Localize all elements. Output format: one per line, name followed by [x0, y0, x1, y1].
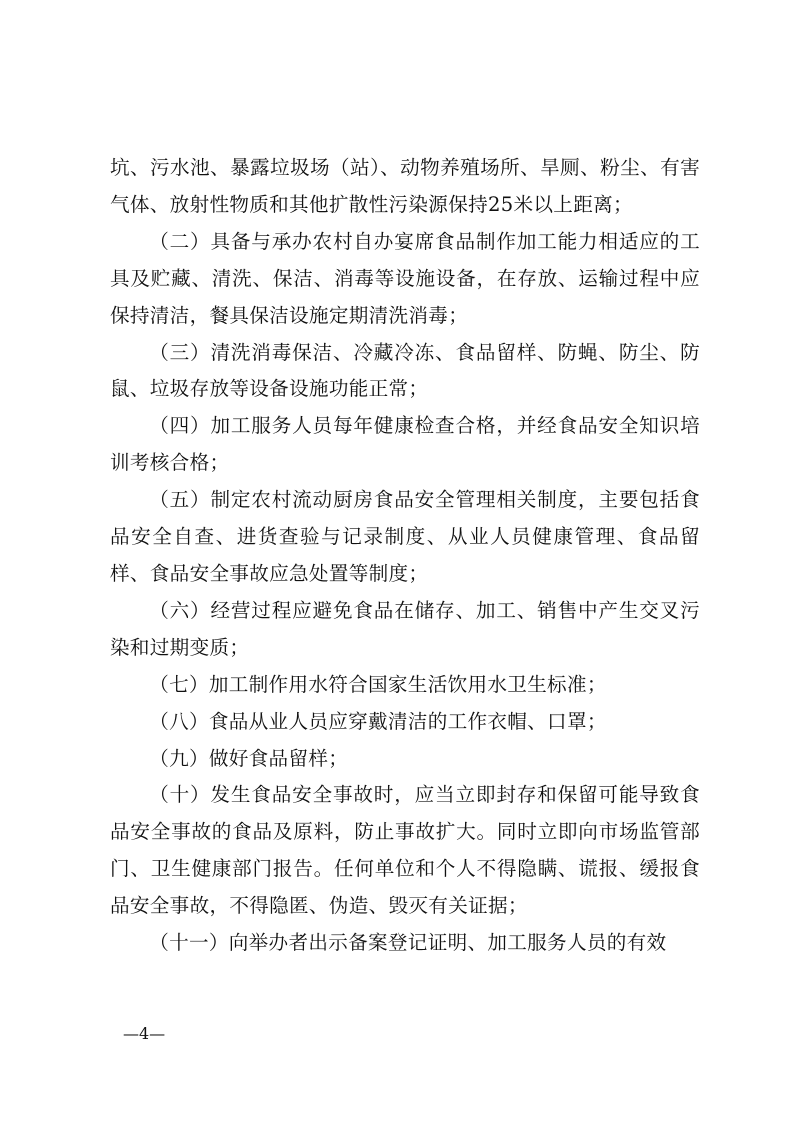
- paragraph-item-5: （五）制定农村流动厨房食品安全管理相关制度，主要包括食品安全自查、进货查验与记录制度、从业人员健康管理、食品留样、食品安全事故应急处置等制度；: [110, 488, 700, 585]
- page-number: —4—: [123, 1024, 166, 1043]
- paragraph-item-4: （四）加工服务人员每年健康检查合格，并经食品安全知识培训考核合格；: [110, 414, 700, 475]
- paragraph-continued: 坑、污水池、暴露垃圾场（站）、动物养殖场所、旱厕、粉尘、有害气体、放射性物质和其他扩散性污染源保持25米以上距离；: [110, 156, 700, 216]
- paragraph-item-3: （三）清洗消毒保洁、冷藏冷冻、食品留样、防蝇、防尘、防鼠、垃圾存放等设备设施功能正常；: [110, 340, 700, 401]
- paragraph-item-6: （六）经营过程应避免食品在储存、加工、销售中产生交叉污染和过期变质；: [110, 598, 700, 659]
- paragraph-item-9: （九）做好食品留样；: [149, 746, 349, 770]
- document-body: [110, 150, 700, 962]
- paragraph-item-7: （七）加工制作用水符合国家生活饮用水卫生标准；: [149, 672, 607, 696]
- paragraph-item-2: （二）具备与承办农村自办宴席食品制作加工能力相适应的工具及贮藏、清洗、保洁、消毒等设施设备，在存放、运输过程中应保持清洁，餐具保洁设施定期清洗消毒；: [110, 229, 700, 327]
- paragraph-item-8: （八）食品从业人员应穿戴清洁的工作衣帽、口罩；: [149, 709, 607, 733]
- paragraph-item-10: （十）发生食品安全事故时，应当立即封存和保留可能导致食品安全事故的食品及原料，防止事故扩大。同时立即向市场监管部门、卫生健康部门报告。任何单位和个人不得隐瞒、谎报、缓报食品安全事故，不得隐匿、伪造、毁灭有关证据；: [110, 783, 700, 918]
- paragraph-item-11: （十一）向举办者出示备案登记证明、加工服务人员的有效: [149, 931, 667, 955]
